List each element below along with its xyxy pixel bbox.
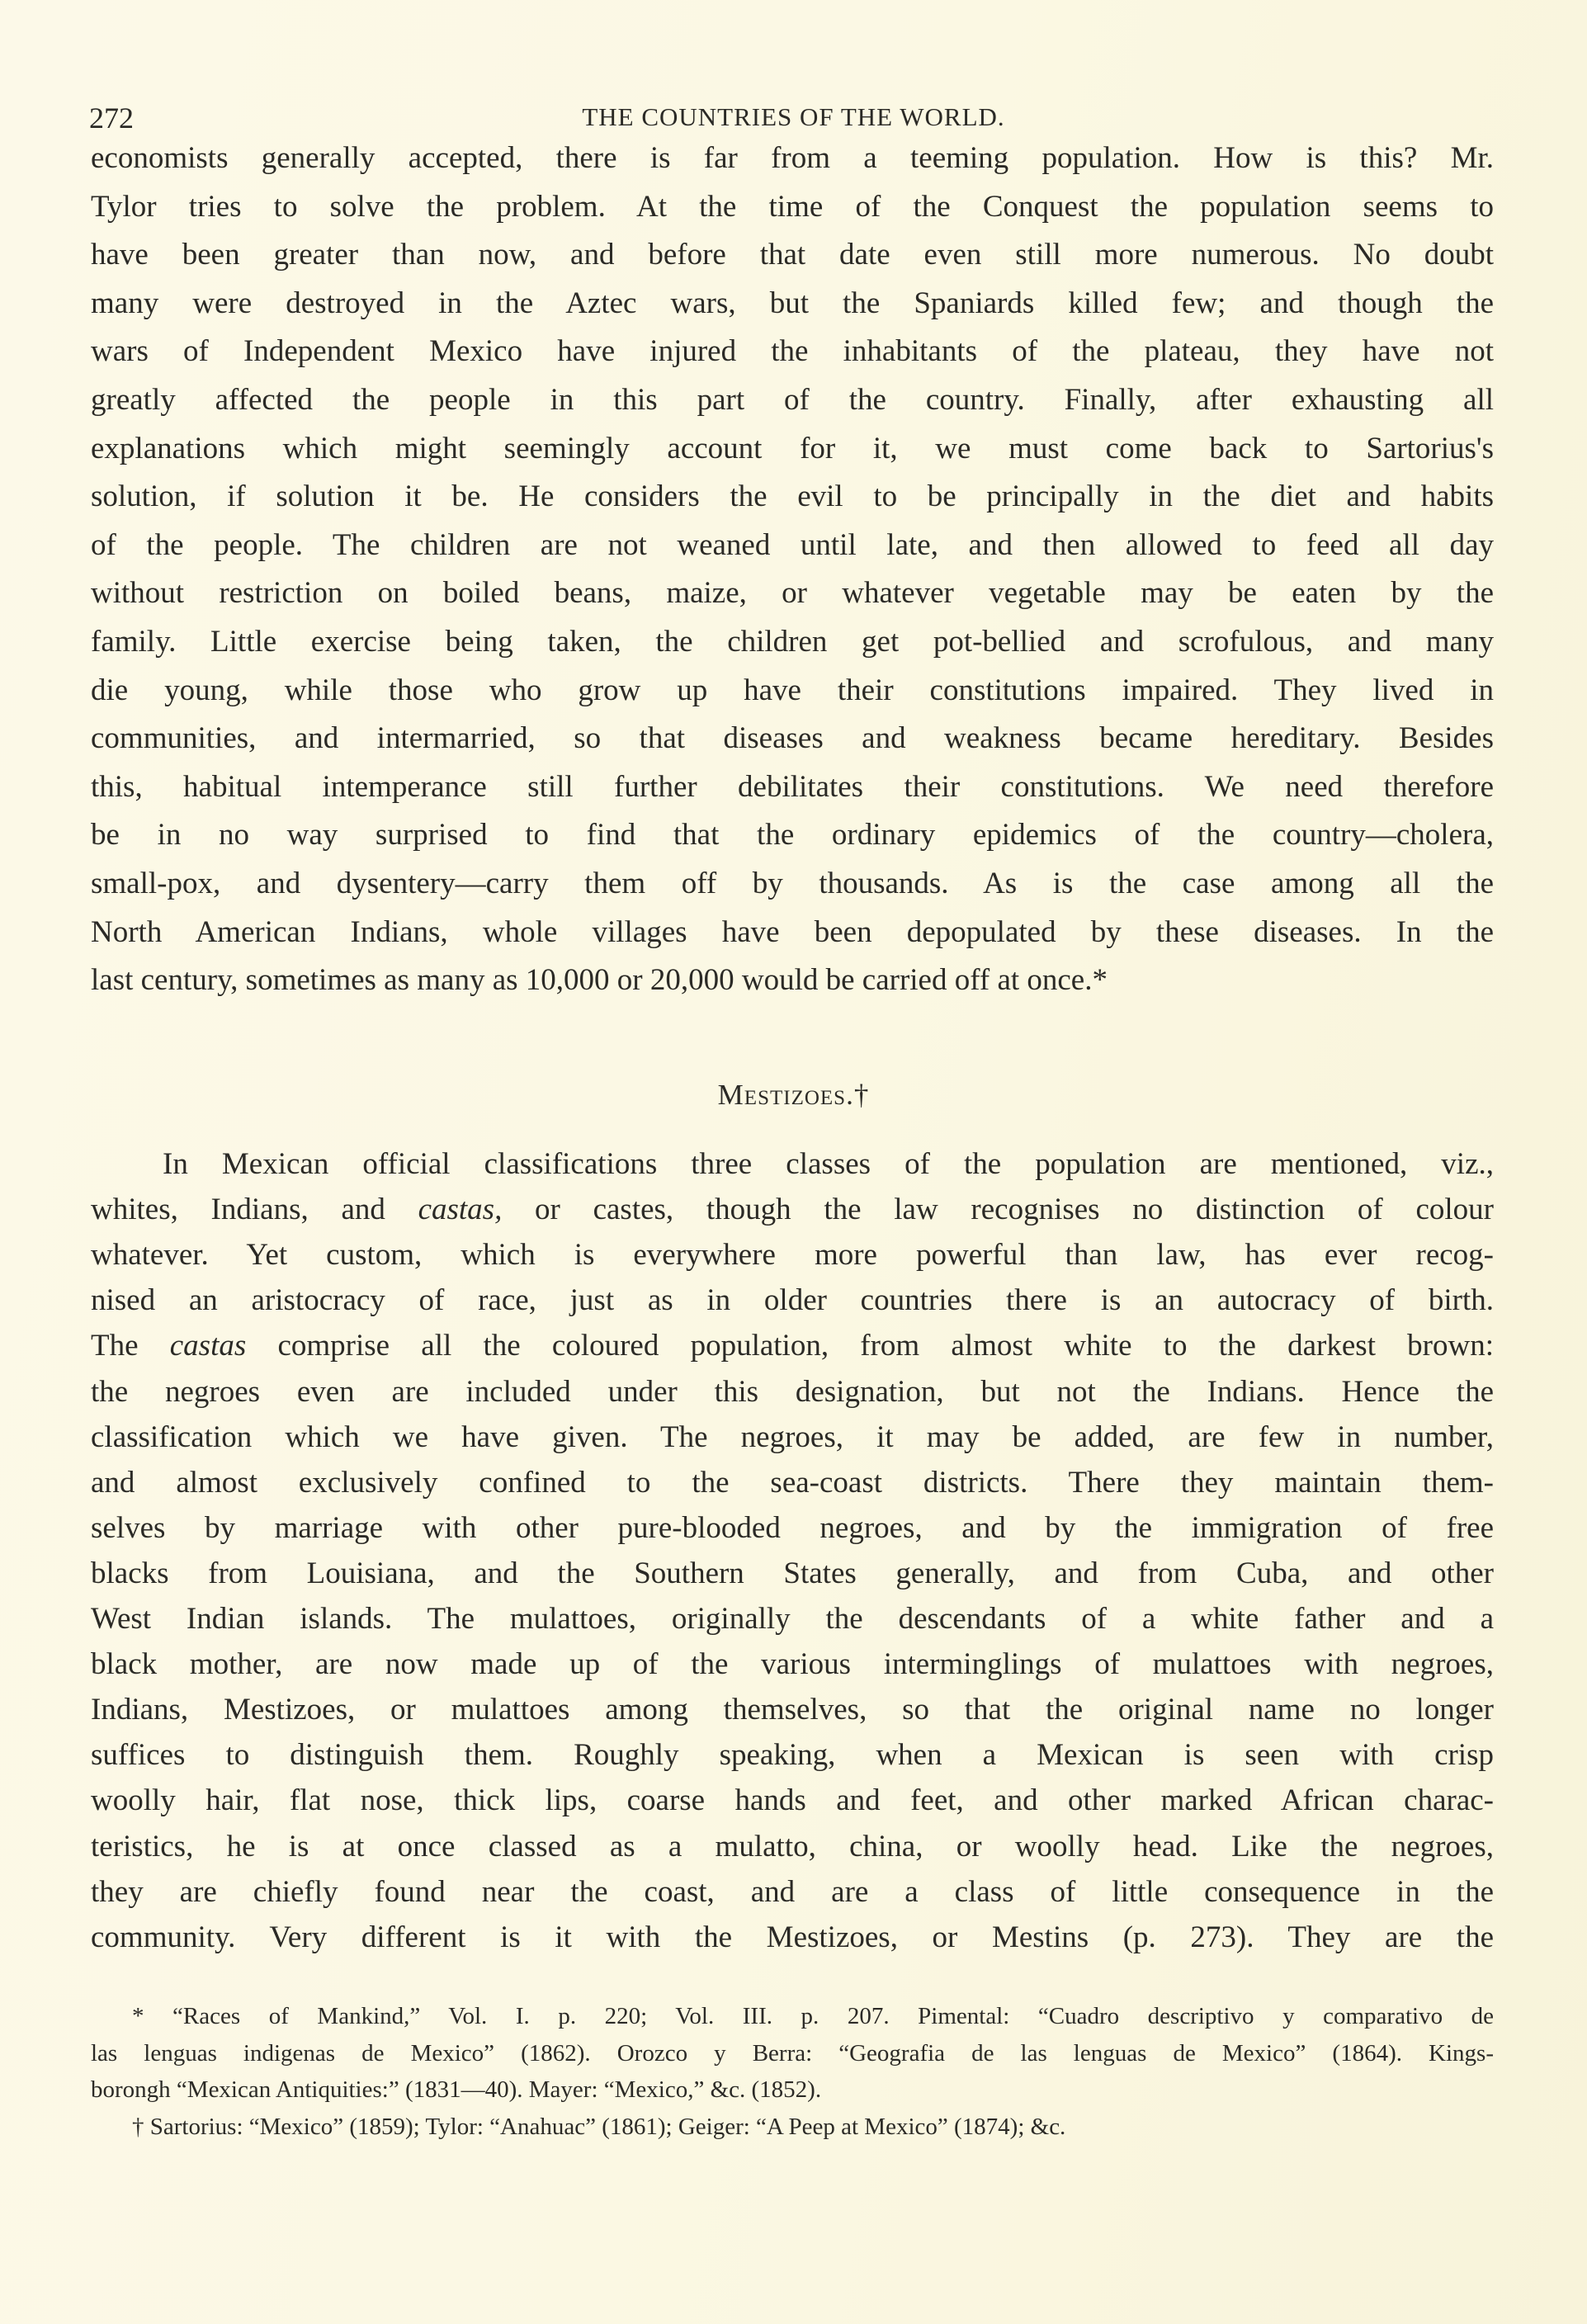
text-line: Tylor tries to solve the problem. At the time of the Conquest the population seems to	[91, 189, 1494, 224]
text-line	[91, 1327, 1494, 1365]
text-line: of the people. The children are not weaned until late, and then allowed to feed all day	[91, 527, 1494, 562]
text-line: community. Very different is it with the Mestizoes, or Mestins (p. 273). They are the	[91, 1920, 1494, 1954]
text-line: suffices to distinguish them. Roughly speaking, when a Mexican is seen with crisp	[91, 1738, 1494, 1773]
text-line: North American Indians, whole villages have been depopulated by these diseases. In the	[91, 914, 1494, 949]
footnote-line: * “Races of Mankind,” Vol. I. p. 220; Vol. III. p. 207. Pimental: “Cuadro descriptivo y comparativo de	[132, 2003, 1494, 2029]
italic-term: castas,	[418, 1193, 503, 1227]
text-line: greatly affected the people in this part of the country. Finally, after exhausting all	[91, 383, 1494, 417]
text-line: communities, and intermarried, so that diseases and weakness became hereditary. Besides	[91, 721, 1494, 756]
running-title: THE COUNTRIES OF THE WORLD.	[582, 102, 1005, 131]
text-line: wars of Independent Mexico have injured the inhabitants of the plateau, they have not	[91, 334, 1494, 369]
text-line: economists generally accepted, there is far from a teeming population. How is this? Mr.	[91, 141, 1494, 175]
footnote-line: las lenguas indigenas de Mexico” (1862). Orozco y Berra: “Geografia de las lenguas de Mexico” (1864). Kings-	[91, 2039, 1494, 2067]
text-line	[91, 1191, 1494, 1229]
text-line: and almost exclusively confined to the sea-coast districts. There they maintain them-	[91, 1465, 1494, 1500]
text-line: Indians, Mestizoes, or mulattoes among themselves, so that the original name no longer	[91, 1693, 1494, 1727]
text-line: woolly hair, flat nose, thick lips, coarse hands and feet, and other marked African charac-	[91, 1783, 1494, 1818]
text-line: the negroes even are included under this designation, but not the Indians. Hence the	[91, 1374, 1494, 1409]
text-line: explanations which might seemingly account for it, we must come back to Sartorius's	[91, 431, 1494, 465]
text-line: black mother, are now made up of the various interminglings of mulattoes with negroes,	[91, 1647, 1494, 1682]
text-line: without restriction on boiled beans, maize, or whatever vegetable may be eaten by the	[91, 576, 1494, 611]
page-number: 272	[89, 102, 134, 135]
footnote-line: † Sartorius: “Mexico” (1859); Tylor: “Anahuac” (1861); Geiger: “A Peep at Mexico” (1874); &c.	[132, 2113, 1066, 2140]
text-line: teristics, he is at once classed as a mulatto, china, or woolly head. Like the negroes,	[91, 1829, 1494, 1863]
text-segment: The	[91, 1329, 170, 1363]
text-line: be in no way surprised to find that the ordinary epidemics of the country—cholera,	[91, 818, 1494, 853]
text-line: small-pox, and dysentery—carry them off by thousands. As is the case among all the	[91, 867, 1494, 900]
footnote-line: borongh “Mexican Antiquities:” (1831—40). Mayer: “Mexico,” &c. (1852).	[91, 2076, 822, 2103]
section-heading-text: Mestizoes.†	[717, 1079, 870, 1111]
text-line: nised an aristocracy of race, just as in older countries there is an autocracy of birth.	[91, 1283, 1494, 1318]
text-line: blacks from Louisiana, and the Southern States generally, and from Cuba, and other	[91, 1556, 1494, 1590]
text-line: solution, if solution it be. He considers the evil to be principally in the diet and habits	[91, 479, 1494, 514]
text-line: whatever. Yet custom, which is everywhere more powerful than law, has ever recog-	[91, 1238, 1494, 1273]
text-line: this, habitual intemperance still further debilitates their constitutions. We need therefore	[91, 769, 1494, 804]
text-line: In Mexican official classifications three classes of the population are mentioned, viz.,	[163, 1147, 1494, 1181]
text-line: die young, while those who grow up have their constitutions impaired. They lived in	[91, 673, 1494, 707]
text-line: have been greater than now, and before that date even still more numerous. No doubt	[91, 238, 1494, 272]
text-line: they are chiefly found near the coast, and are a class of little consequence in the	[91, 1874, 1494, 1909]
text-line: family. Little exercise being taken, the children get pot-bellied and scrofulous, and many	[91, 625, 1494, 659]
text-line: last century, sometimes as many as 10,000 or 20,000 would be carried off at once.*	[91, 963, 1108, 998]
text-line: many were destroyed in the Aztec wars, but the Spaniards killed few; and though the	[91, 286, 1494, 320]
text-segment: or castes, though the law recognises no distinction of colour	[502, 1193, 1494, 1227]
text-segment: comprise all the coloured population, from almost white to the darkest brown:	[246, 1329, 1495, 1363]
text-line: selves by marriage with other pure-blooded negroes, and by the immigration of free	[91, 1510, 1494, 1545]
italic-term: castas	[169, 1329, 247, 1363]
text-line: West Indian islands. The mulattoes, originally the descendants of a white father and a	[91, 1602, 1494, 1636]
text-line: classification which we have given. The negroes, it may be added, are few in number,	[91, 1419, 1494, 1454]
section-heading	[0, 1079, 1587, 1112]
text-segment: whites, Indians, and	[91, 1193, 418, 1227]
